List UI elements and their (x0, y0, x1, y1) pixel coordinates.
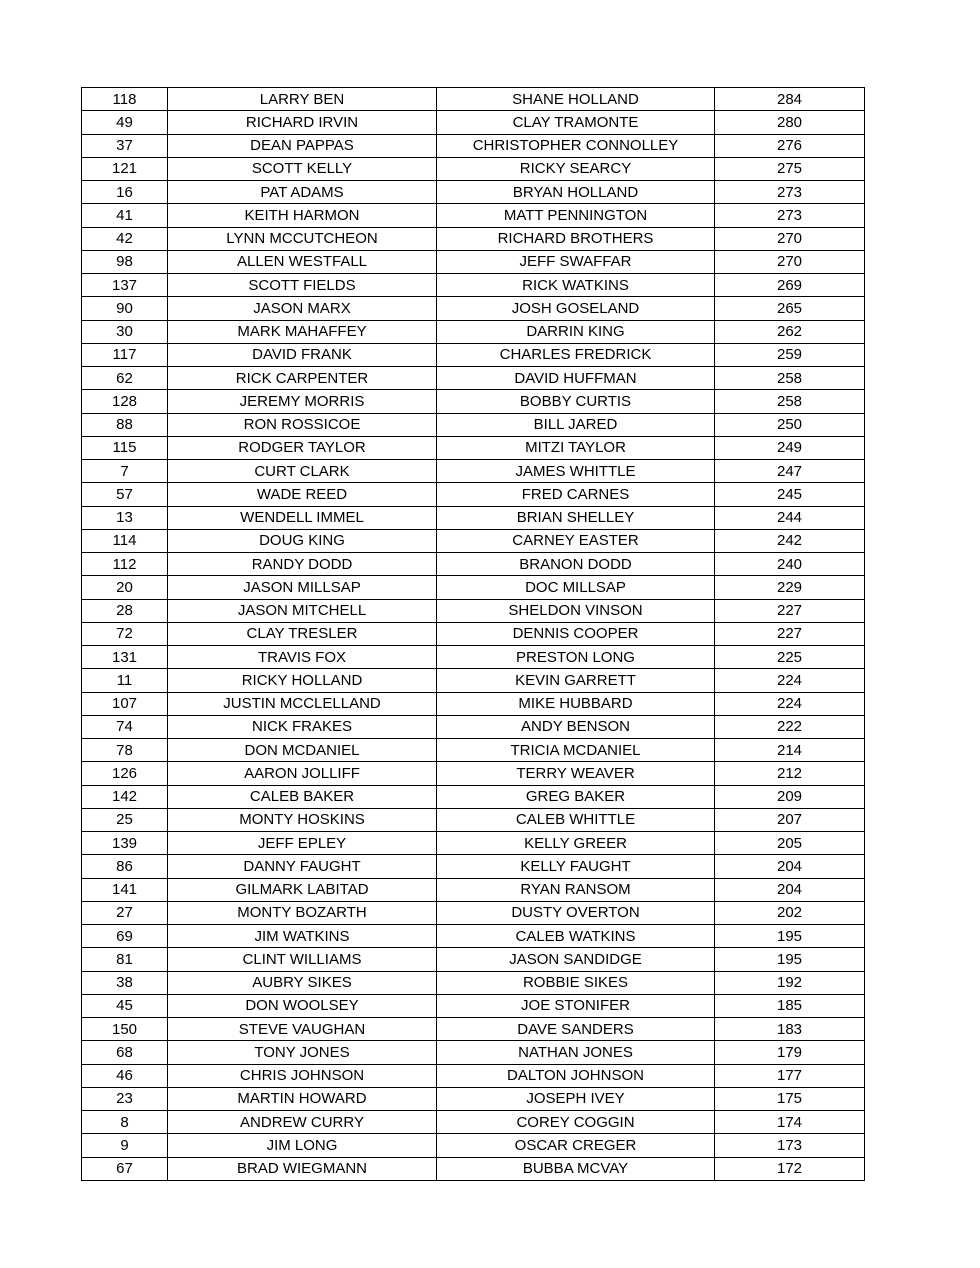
score-cell: 192 (715, 971, 865, 994)
score-cell: 173 (715, 1134, 865, 1157)
team-number-cell: 139 (82, 832, 168, 855)
score-cell: 273 (715, 204, 865, 227)
player-one-cell: MONTY BOZARTH (168, 901, 437, 924)
table-row (82, 669, 865, 692)
player-one-cell: SCOTT FIELDS (168, 274, 437, 297)
table-row (82, 111, 865, 134)
table-row (82, 855, 865, 878)
player-one-cell: RICK CARPENTER (168, 367, 437, 390)
player-one-cell: DON WOOLSEY (168, 994, 437, 1017)
player-one-cell: WENDELL IMMEL (168, 506, 437, 529)
table-row (82, 1087, 865, 1110)
team-number-cell: 90 (82, 297, 168, 320)
player-two-cell: BRIAN SHELLEY (437, 506, 715, 529)
player-two-cell: GREG BAKER (437, 785, 715, 808)
table-row (82, 343, 865, 366)
table-row (82, 250, 865, 273)
table-row (82, 762, 865, 785)
score-cell: 175 (715, 1087, 865, 1110)
table-row (82, 181, 865, 204)
team-number-cell: 117 (82, 343, 168, 366)
player-one-cell: CALEB BAKER (168, 785, 437, 808)
score-cell: 262 (715, 320, 865, 343)
player-one-cell: JIM WATKINS (168, 925, 437, 948)
score-cell: 225 (715, 646, 865, 669)
team-number-cell: 25 (82, 808, 168, 831)
player-two-cell: BUBBA MCVAY (437, 1157, 715, 1180)
player-one-cell: JUSTIN MCCLELLAND (168, 692, 437, 715)
player-two-cell: COREY COGGIN (437, 1111, 715, 1134)
score-cell: 214 (715, 739, 865, 762)
player-one-cell: DEAN PAPPAS (168, 134, 437, 157)
player-one-cell: ANDREW CURRY (168, 1111, 437, 1134)
player-one-cell: JEREMY MORRIS (168, 390, 437, 413)
player-one-cell: TONY JONES (168, 1041, 437, 1064)
player-one-cell: CHRIS JOHNSON (168, 1064, 437, 1087)
table-row (82, 204, 865, 227)
player-one-cell: SCOTT KELLY (168, 157, 437, 180)
team-number-cell: 9 (82, 1134, 168, 1157)
score-cell: 172 (715, 1157, 865, 1180)
player-one-cell: MARK MAHAFFEY (168, 320, 437, 343)
table-row (82, 1111, 865, 1134)
score-cell: 247 (715, 460, 865, 483)
player-two-cell: DALTON JOHNSON (437, 1064, 715, 1087)
player-two-cell: CALEB WHITTLE (437, 808, 715, 831)
team-number-cell: 7 (82, 460, 168, 483)
player-two-cell: CHARLES FREDRICK (437, 343, 715, 366)
player-one-cell: RODGER TAYLOR (168, 436, 437, 459)
table-row (82, 901, 865, 924)
player-two-cell: BRANON DODD (437, 553, 715, 576)
table-row (82, 390, 865, 413)
team-number-cell: 118 (82, 88, 168, 111)
results-table-body (82, 88, 865, 1181)
table-row (82, 832, 865, 855)
player-two-cell: KELLY FAUGHT (437, 855, 715, 878)
player-one-cell: LARRY BEN (168, 88, 437, 111)
score-cell: 209 (715, 785, 865, 808)
team-number-cell: 8 (82, 1111, 168, 1134)
team-number-cell: 38 (82, 971, 168, 994)
table-row (82, 483, 865, 506)
score-cell: 259 (715, 343, 865, 366)
player-two-cell: CALEB WATKINS (437, 925, 715, 948)
player-two-cell: FRED CARNES (437, 483, 715, 506)
team-number-cell: 107 (82, 692, 168, 715)
team-number-cell: 114 (82, 529, 168, 552)
player-two-cell: JASON SANDIDGE (437, 948, 715, 971)
player-one-cell: CURT CLARK (168, 460, 437, 483)
player-one-cell: CLINT WILLIAMS (168, 948, 437, 971)
score-cell: 269 (715, 274, 865, 297)
player-one-cell: JEFF EPLEY (168, 832, 437, 855)
score-cell: 270 (715, 227, 865, 250)
score-cell: 276 (715, 134, 865, 157)
player-one-cell: JIM LONG (168, 1134, 437, 1157)
results-table (81, 87, 865, 1181)
score-cell: 205 (715, 832, 865, 855)
table-row (82, 1041, 865, 1064)
score-cell: 204 (715, 878, 865, 901)
team-number-cell: 37 (82, 134, 168, 157)
score-cell: 245 (715, 483, 865, 506)
player-one-cell: DOUG KING (168, 529, 437, 552)
score-cell: 202 (715, 901, 865, 924)
table-row (82, 948, 865, 971)
score-cell: 249 (715, 436, 865, 459)
team-number-cell: 28 (82, 599, 168, 622)
team-number-cell: 141 (82, 878, 168, 901)
player-two-cell: DAVID HUFFMAN (437, 367, 715, 390)
player-one-cell: RICKY HOLLAND (168, 669, 437, 692)
player-two-cell: MITZI TAYLOR (437, 436, 715, 459)
table-row (82, 553, 865, 576)
score-cell: 207 (715, 808, 865, 831)
player-one-cell: RICHARD IRVIN (168, 111, 437, 134)
player-two-cell: DARRIN KING (437, 320, 715, 343)
player-two-cell: JOE STONIFER (437, 994, 715, 1017)
player-two-cell: RYAN RANSOM (437, 878, 715, 901)
team-number-cell: 23 (82, 1087, 168, 1110)
player-one-cell: MARTIN HOWARD (168, 1087, 437, 1110)
score-cell: 185 (715, 994, 865, 1017)
team-number-cell: 128 (82, 390, 168, 413)
team-number-cell: 98 (82, 250, 168, 273)
team-number-cell: 62 (82, 367, 168, 390)
player-one-cell: BRAD WIEGMANN (168, 1157, 437, 1180)
player-one-cell: AUBRY SIKES (168, 971, 437, 994)
player-two-cell: RICK WATKINS (437, 274, 715, 297)
player-one-cell: TRAVIS FOX (168, 646, 437, 669)
team-number-cell: 142 (82, 785, 168, 808)
player-one-cell: JASON MARX (168, 297, 437, 320)
player-two-cell: JOSEPH IVEY (437, 1087, 715, 1110)
team-number-cell: 46 (82, 1064, 168, 1087)
table-row (82, 576, 865, 599)
score-cell: 212 (715, 762, 865, 785)
player-one-cell: DANNY FAUGHT (168, 855, 437, 878)
team-number-cell: 72 (82, 622, 168, 645)
score-cell: 195 (715, 925, 865, 948)
player-two-cell: OSCAR CREGER (437, 1134, 715, 1157)
score-cell: 224 (715, 669, 865, 692)
table-row (82, 320, 865, 343)
score-cell: 258 (715, 367, 865, 390)
score-cell: 270 (715, 250, 865, 273)
score-cell: 275 (715, 157, 865, 180)
table-row (82, 274, 865, 297)
team-number-cell: 121 (82, 157, 168, 180)
player-one-cell: DAVID FRANK (168, 343, 437, 366)
score-cell: 273 (715, 181, 865, 204)
table-row (82, 88, 865, 111)
player-one-cell: MONTY HOSKINS (168, 808, 437, 831)
score-cell: 179 (715, 1041, 865, 1064)
table-row (82, 529, 865, 552)
table-row (82, 436, 865, 459)
table-row (82, 297, 865, 320)
table-row (82, 460, 865, 483)
player-one-cell: JASON MILLSAP (168, 576, 437, 599)
team-number-cell: 112 (82, 553, 168, 576)
team-number-cell: 131 (82, 646, 168, 669)
team-number-cell: 20 (82, 576, 168, 599)
player-one-cell: ALLEN WESTFALL (168, 250, 437, 273)
player-two-cell: JOSH GOSELAND (437, 297, 715, 320)
player-two-cell: TRICIA MCDANIEL (437, 739, 715, 762)
player-two-cell: KELLY GREER (437, 832, 715, 855)
player-one-cell: RON ROSSICOE (168, 413, 437, 436)
score-cell: 250 (715, 413, 865, 436)
score-cell: 183 (715, 1018, 865, 1041)
team-number-cell: 86 (82, 855, 168, 878)
table-row (82, 1064, 865, 1087)
player-two-cell: MIKE HUBBARD (437, 692, 715, 715)
team-number-cell: 13 (82, 506, 168, 529)
score-cell: 258 (715, 390, 865, 413)
score-cell: 240 (715, 553, 865, 576)
team-number-cell: 49 (82, 111, 168, 134)
table-row (82, 994, 865, 1017)
player-one-cell: PAT ADAMS (168, 181, 437, 204)
team-number-cell: 126 (82, 762, 168, 785)
player-two-cell: CHRISTOPHER CONNOLLEY (437, 134, 715, 157)
player-two-cell: JEFF SWAFFAR (437, 250, 715, 273)
player-one-cell: WADE REED (168, 483, 437, 506)
team-number-cell: 11 (82, 669, 168, 692)
player-two-cell: ANDY BENSON (437, 715, 715, 738)
player-two-cell: JAMES WHITTLE (437, 460, 715, 483)
score-cell: 280 (715, 111, 865, 134)
player-one-cell: NICK FRAKES (168, 715, 437, 738)
player-one-cell: GILMARK LABITAD (168, 878, 437, 901)
team-number-cell: 41 (82, 204, 168, 227)
player-two-cell: KEVIN GARRETT (437, 669, 715, 692)
table-row (82, 157, 865, 180)
team-number-cell: 42 (82, 227, 168, 250)
player-two-cell: MATT PENNINGTON (437, 204, 715, 227)
table-row (82, 1157, 865, 1180)
team-number-cell: 74 (82, 715, 168, 738)
player-two-cell: TERRY WEAVER (437, 762, 715, 785)
score-cell: 229 (715, 576, 865, 599)
table-row (82, 692, 865, 715)
team-number-cell: 115 (82, 436, 168, 459)
player-two-cell: PRESTON LONG (437, 646, 715, 669)
player-one-cell: AARON JOLLIFF (168, 762, 437, 785)
table-row (82, 622, 865, 645)
team-number-cell: 150 (82, 1018, 168, 1041)
player-one-cell: CLAY TRESLER (168, 622, 437, 645)
score-cell: 177 (715, 1064, 865, 1087)
table-row (82, 367, 865, 390)
player-two-cell: RICKY SEARCY (437, 157, 715, 180)
player-two-cell: BRYAN HOLLAND (437, 181, 715, 204)
team-number-cell: 69 (82, 925, 168, 948)
table-row (82, 925, 865, 948)
team-number-cell: 81 (82, 948, 168, 971)
player-one-cell: DON MCDANIEL (168, 739, 437, 762)
table-row (82, 808, 865, 831)
player-two-cell: SHANE HOLLAND (437, 88, 715, 111)
player-two-cell: SHELDON VINSON (437, 599, 715, 622)
team-number-cell: 45 (82, 994, 168, 1017)
table-row (82, 599, 865, 622)
table-row (82, 506, 865, 529)
score-cell: 224 (715, 692, 865, 715)
team-number-cell: 30 (82, 320, 168, 343)
score-cell: 204 (715, 855, 865, 878)
player-two-cell: CLAY TRAMONTE (437, 111, 715, 134)
player-two-cell: RICHARD BROTHERS (437, 227, 715, 250)
player-two-cell: CARNEY EASTER (437, 529, 715, 552)
score-cell: 174 (715, 1111, 865, 1134)
table-row (82, 878, 865, 901)
team-number-cell: 137 (82, 274, 168, 297)
player-two-cell: DUSTY OVERTON (437, 901, 715, 924)
team-number-cell: 57 (82, 483, 168, 506)
table-row (82, 971, 865, 994)
player-two-cell: BILL JARED (437, 413, 715, 436)
table-row (82, 785, 865, 808)
table-row (82, 227, 865, 250)
score-cell: 265 (715, 297, 865, 320)
team-number-cell: 68 (82, 1041, 168, 1064)
team-number-cell: 16 (82, 181, 168, 204)
table-row (82, 646, 865, 669)
score-cell: 222 (715, 715, 865, 738)
team-number-cell: 78 (82, 739, 168, 762)
player-two-cell: ROBBIE SIKES (437, 971, 715, 994)
team-number-cell: 67 (82, 1157, 168, 1180)
player-one-cell: KEITH HARMON (168, 204, 437, 227)
score-cell: 227 (715, 599, 865, 622)
table-row (82, 739, 865, 762)
player-two-cell: DENNIS COOPER (437, 622, 715, 645)
table-row (82, 413, 865, 436)
player-two-cell: NATHAN JONES (437, 1041, 715, 1064)
table-row (82, 134, 865, 157)
player-two-cell: DAVE SANDERS (437, 1018, 715, 1041)
score-cell: 284 (715, 88, 865, 111)
table-row (82, 1134, 865, 1157)
team-number-cell: 88 (82, 413, 168, 436)
team-number-cell: 27 (82, 901, 168, 924)
player-two-cell: BOBBY CURTIS (437, 390, 715, 413)
score-cell: 227 (715, 622, 865, 645)
player-two-cell: DOC MILLSAP (437, 576, 715, 599)
table-row (82, 1018, 865, 1041)
player-one-cell: STEVE VAUGHAN (168, 1018, 437, 1041)
player-one-cell: JASON MITCHELL (168, 599, 437, 622)
score-cell: 195 (715, 948, 865, 971)
score-cell: 242 (715, 529, 865, 552)
score-cell: 244 (715, 506, 865, 529)
table-row (82, 715, 865, 738)
player-one-cell: RANDY DODD (168, 553, 437, 576)
player-one-cell: LYNN MCCUTCHEON (168, 227, 437, 250)
